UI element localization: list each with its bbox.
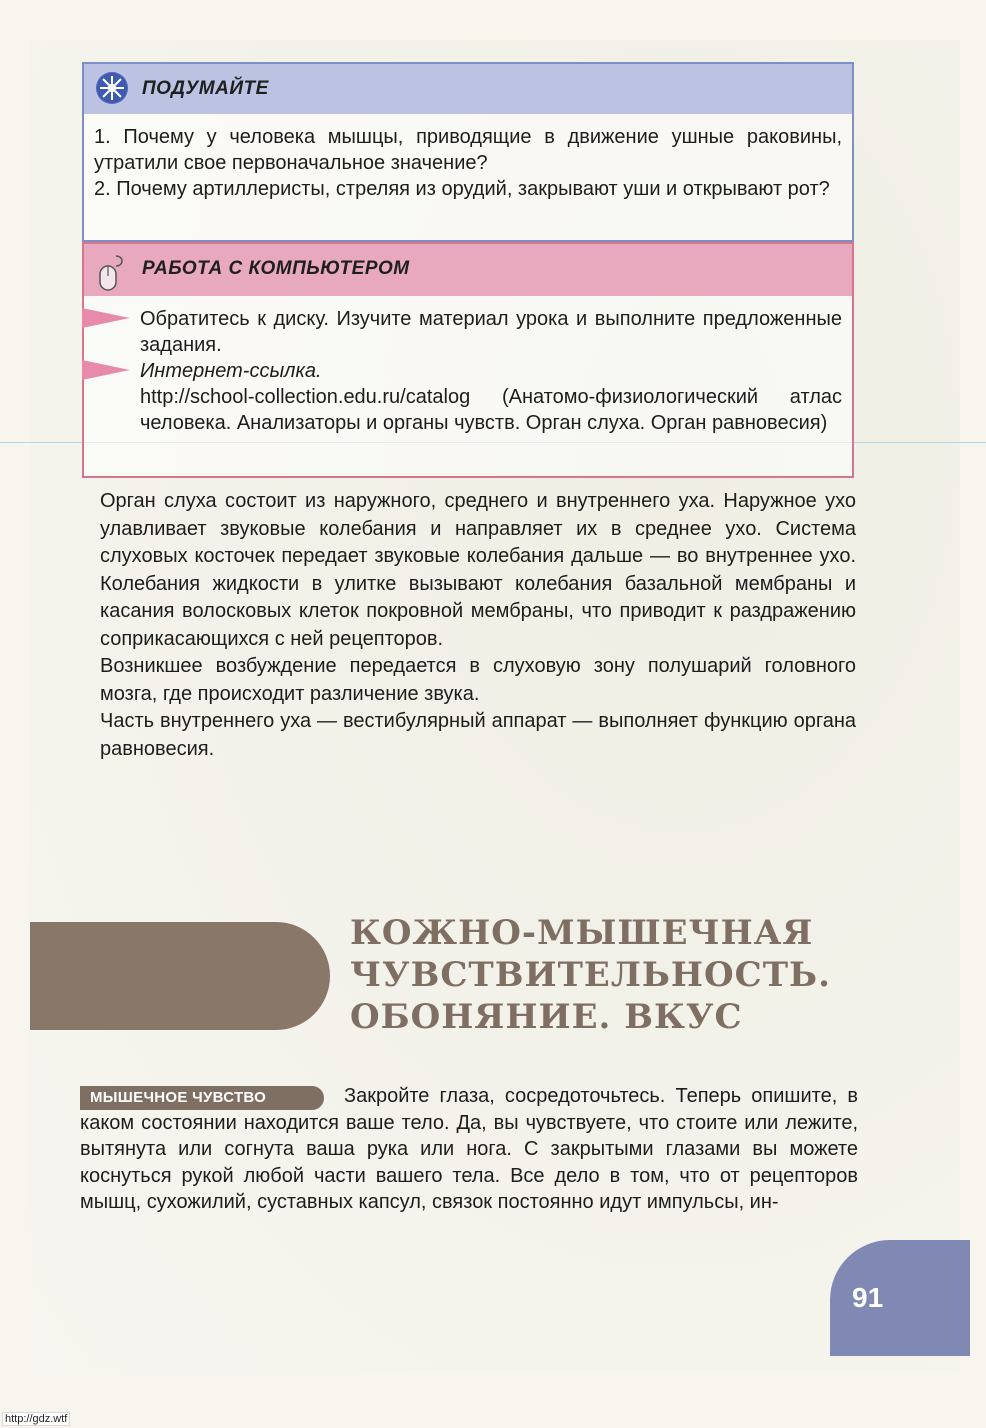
computer-header — [84, 244, 852, 296]
section-heading-pill — [30, 922, 330, 1030]
muscle-sense-badge: МЫШЕЧНОЕ ЧУВСТВО — [80, 1086, 324, 1110]
computer-task: Обратитесь к диску. Изучите материал урока и выполните предложенные задания. — [140, 308, 842, 356]
section-title-line: ОБОНЯНИЕ. ВКУС — [350, 997, 743, 1037]
think-questions — [94, 124, 842, 202]
section-title — [350, 912, 831, 1038]
main-text — [100, 488, 856, 763]
paragraph-vestibular: Часть внутреннего уха — вестибулярный аппарат — выполняет функцию органа равновесия. — [100, 710, 856, 760]
watermark-link[interactable]: http://gdz.wtf — [2, 1412, 70, 1426]
page-number: 91 — [852, 1282, 884, 1313]
page-number-bg — [830, 1240, 970, 1356]
muscle-sense-text: Закройте глаза, сосредоточьтесь. Теперь опишите, в каком состоянии находится ваше тело. Да, вы чувствуете, что стоите или лежите, вытянута или согнута ваша рука или нога. С закрытыми глазами вы можете коснуться рукой любой части вашего тела. Все дело в том, что от рецепторов мышц, сухожилий, суставных капсул, связок постоянно идут импульсы, ин- — [80, 1085, 858, 1213]
arrow-icon — [82, 308, 130, 328]
computer-box — [82, 242, 854, 478]
question-2: 2. Почему артиллеристы, стреляя из орудий, закрывают уши и открывают рот? — [94, 178, 830, 200]
paragraph-hearing-organ: Орган слуха состоит из наружного, среднего и внутреннего уха. Наружное ухо улавливает звуковые колебания и направляет их в среднее ухо. Система слуховых косточек передает звуковые колебания дальше — во внутреннее ухо. Колебания жидкости в улитке вызывают колебания базальной мембраны и касания волосковых клеток покровной мембраны, что приводит к раздражению соприкасающихся с ней рецепторов. — [100, 490, 856, 650]
paragraph-excitation: Возникшее возбуждение передается в слуховую зону полушарий головного мозга, где происходит различение звука. — [100, 655, 856, 705]
muscle-sense-paragraph — [80, 1083, 858, 1216]
think-icon — [96, 72, 128, 104]
question-1: 1. Почему у человека мышцы, приводящие в движение ушные раковины, утратили свое первоначальное значение? — [94, 126, 842, 174]
internet-link[interactable]: http://school-collection.edu.ru/catalog (Анатомо-физиологический атлас человека. Анализаторы и органы чувств. Орган слуха. Орган равновесия) — [140, 386, 842, 434]
think-header — [84, 64, 852, 114]
computer-title: РАБОТА С КОМПЬЮТЕРОМ — [142, 258, 410, 279]
think-box — [82, 62, 854, 242]
computer-text — [140, 306, 842, 436]
think-title: ПОДУМАЙТЕ — [142, 78, 269, 99]
arrow-icon — [82, 360, 130, 380]
internet-link-label: Интернет-ссылка. — [140, 360, 322, 382]
section-title-line: ЧУВСТВИТЕЛЬНОСТЬ. — [350, 955, 831, 995]
mouse-icon — [94, 252, 128, 292]
section-title-line: КОЖНО-МЫШЕЧНАЯ — [350, 913, 814, 953]
